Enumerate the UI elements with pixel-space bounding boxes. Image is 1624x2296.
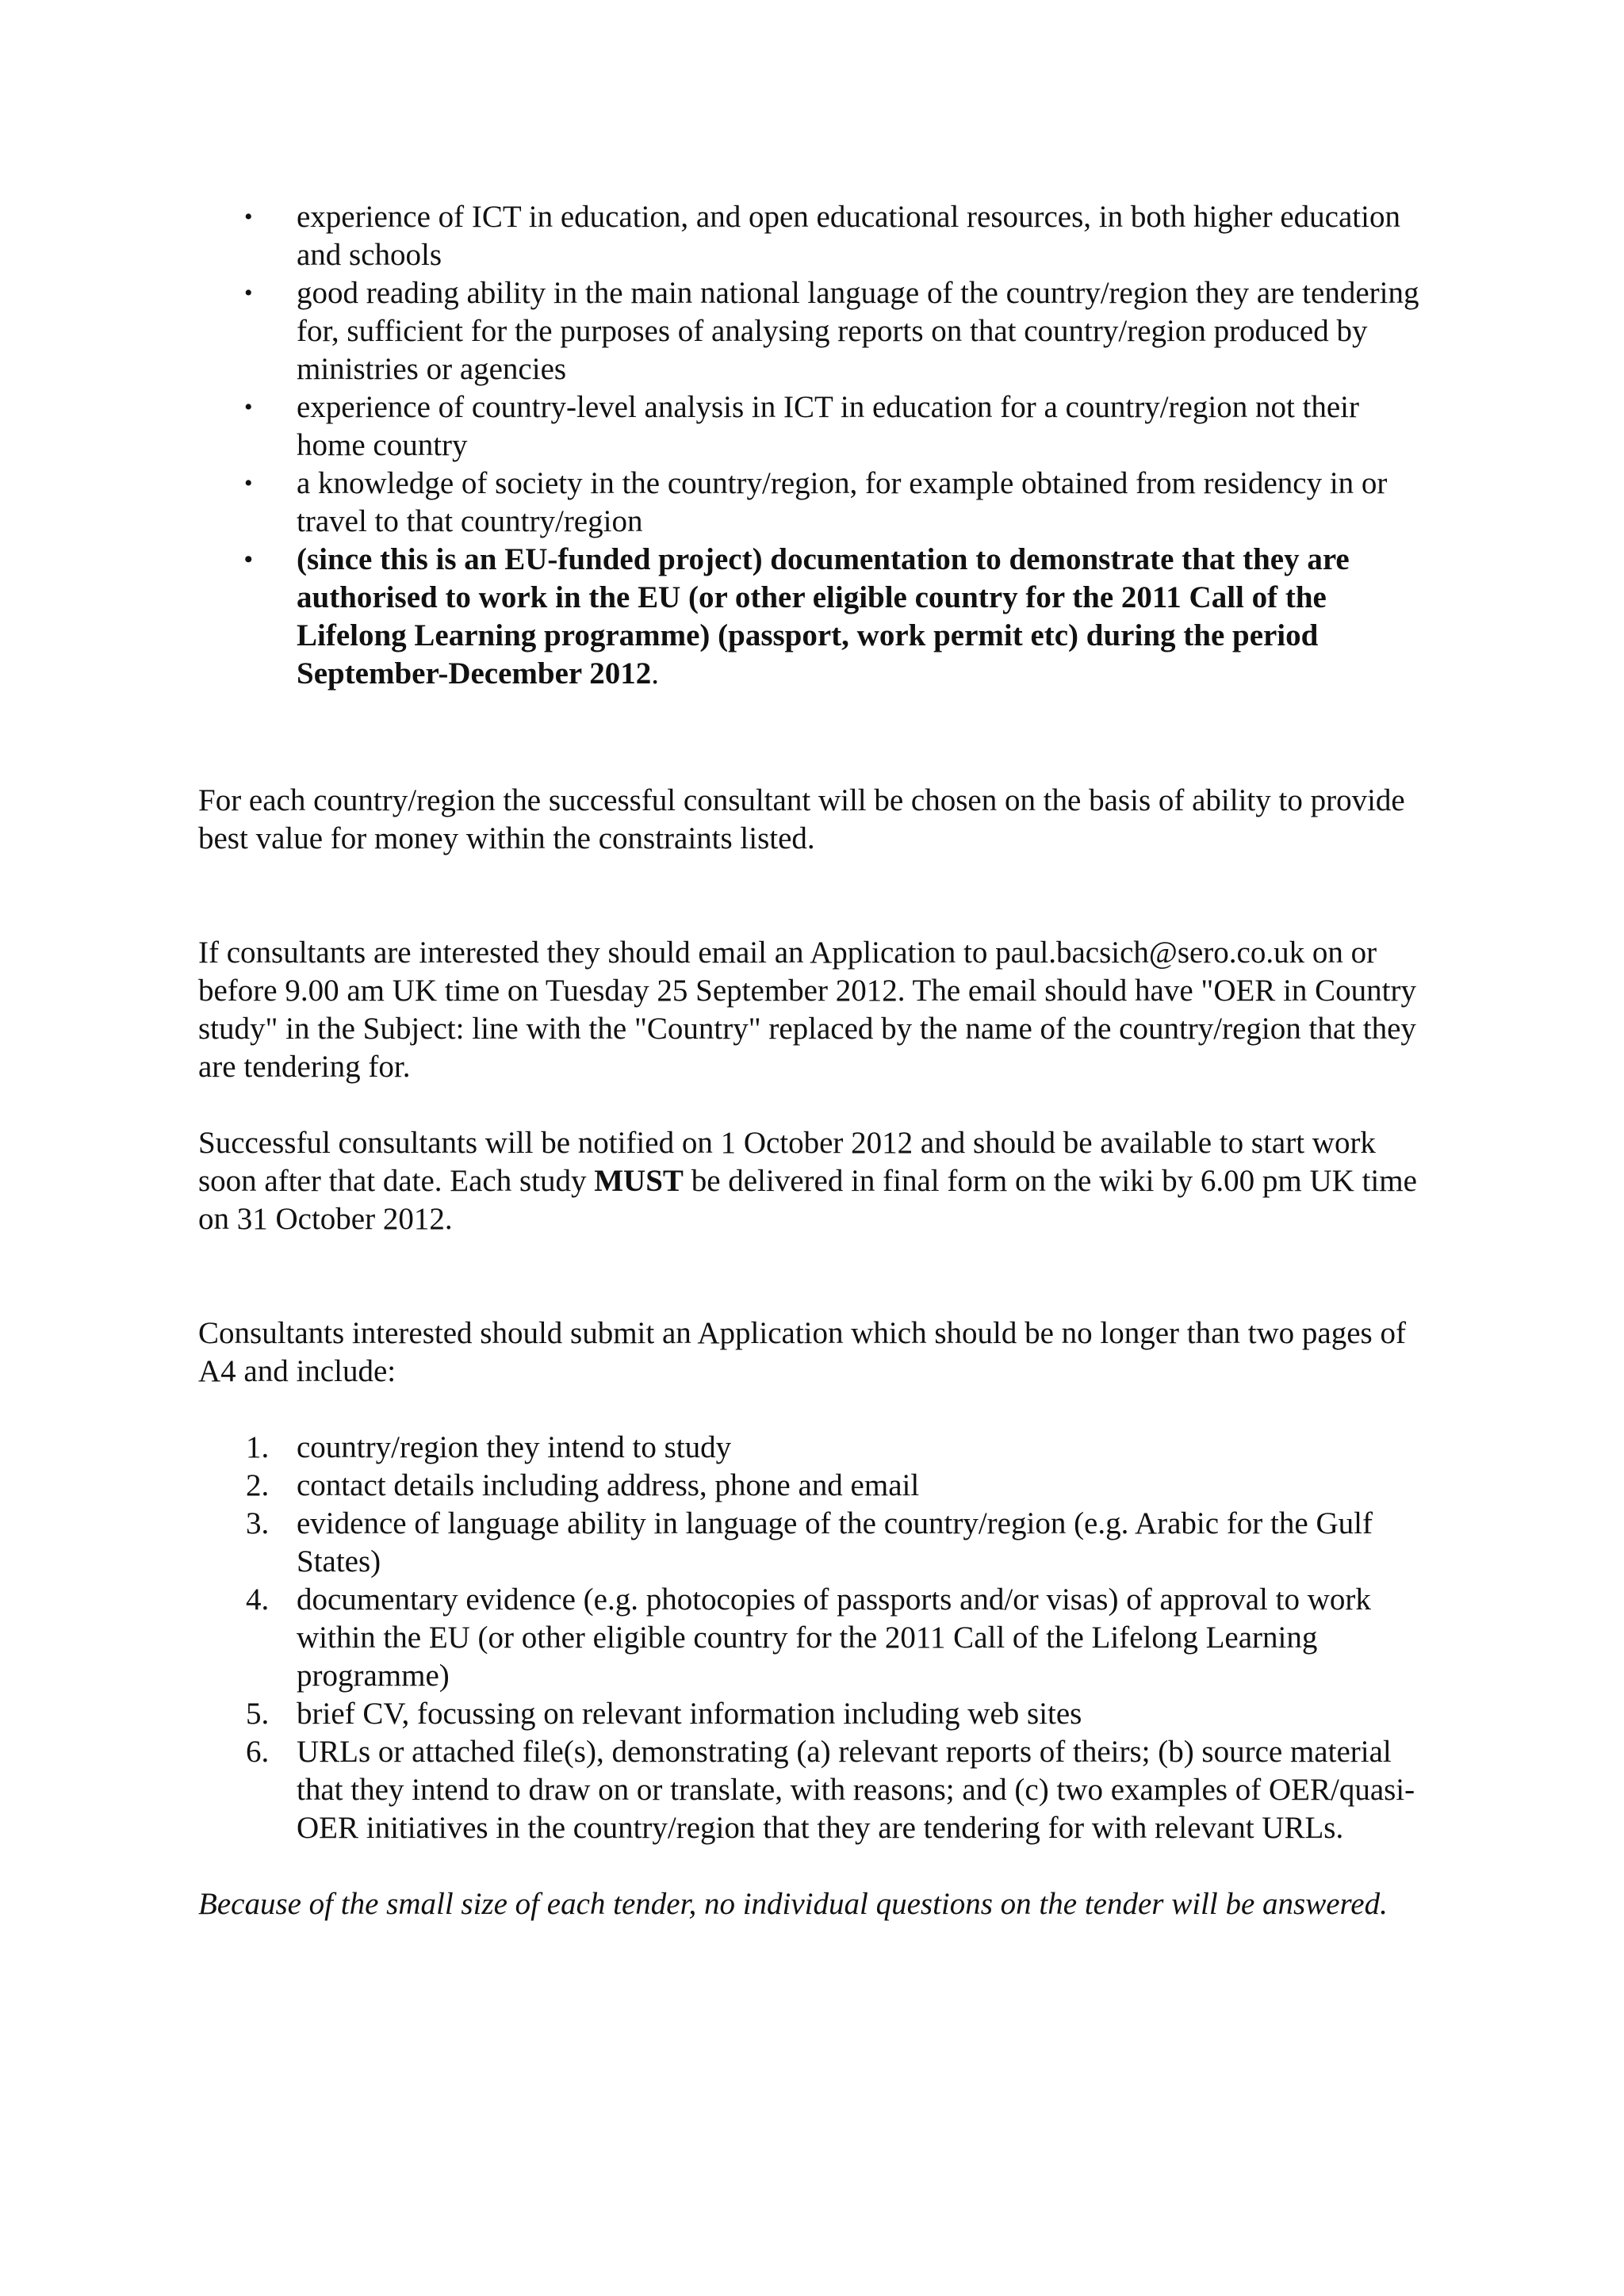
bullet-icon: • bbox=[244, 280, 253, 306]
selection-paragraph: For each country/region the successful consultant will be chosen on the basis of ability to provide best value for money within the constraints listed. bbox=[198, 783, 1405, 855]
bullet-icon: • bbox=[244, 204, 253, 230]
item-text: contact details including address, phone and email bbox=[297, 1468, 920, 1502]
submission-item bbox=[198, 1733, 1435, 1847]
submission-item bbox=[198, 1467, 1435, 1505]
requirement-tail: . bbox=[651, 656, 660, 691]
requirement-item bbox=[198, 388, 1435, 465]
application-paragraph: If consultants are interested they should email an Application to paul.bacsich@sero.co.uk on or before 9.00 am UK time on Tuesday 25 September 2012. The email should have "OER in Country study" in the Subject: line with the "Country" replaced by the name of the country/region that they are tendering for. bbox=[198, 936, 1416, 1084]
requirements-list bbox=[198, 198, 1435, 693]
item-text: brief CV, focussing on relevant information including web sites bbox=[297, 1697, 1082, 1731]
submission-intro: Consultants interested should submit an Application which should be no longer than two pages of A4 and include: bbox=[198, 1316, 1406, 1388]
notification-text-before: Successful consultants will be notified on 1 October 2012 and should be available to start work soon after that date. Each study bbox=[198, 1126, 1376, 1198]
item-number: 4. bbox=[246, 1582, 270, 1617]
notification-emphasis: MUST bbox=[594, 1164, 684, 1198]
document-page bbox=[198, 198, 1435, 1923]
item-text: evidence of language ability in language of the country/region (e.g. Arabic for the Gulf States) bbox=[297, 1506, 1373, 1578]
bullet-icon: • bbox=[244, 470, 253, 496]
requirement-item-eu-authorisation bbox=[198, 541, 1435, 693]
notification-paragraph bbox=[198, 1124, 1435, 1238]
requirement-item bbox=[198, 274, 1435, 388]
item-number: 3. bbox=[246, 1506, 270, 1540]
item-number: 6. bbox=[246, 1735, 270, 1769]
submission-item bbox=[198, 1581, 1435, 1695]
submission-list bbox=[198, 1429, 1435, 1847]
requirement-text: experience of ICT in education, and open educational resources, in both higher education and schools bbox=[297, 200, 1400, 272]
requirement-text: experience of country-level analysis in ICT in education for a country/region not their home country bbox=[297, 390, 1359, 462]
item-number: 5. bbox=[246, 1697, 270, 1731]
item-text: URLs or attached file(s), demonstrating (a) relevant reports of theirs; (b) source material that they intend to draw on or translate, with reasons; and (c) two examples of OER/quasi-OER initiatives in the country/region that they are tendering for with relevant URLs. bbox=[297, 1735, 1415, 1845]
item-text: country/region they intend to study bbox=[297, 1430, 732, 1464]
requirement-text: (since this is an EU-funded project) documentation to demonstrate that they are authorised to work in the EU (or other eligible country for the 2011 Call of the Lifelong Learning programme) (passport, work permit etc) during the period September-December 2012 bbox=[297, 542, 1350, 691]
item-number: 1. bbox=[246, 1430, 270, 1464]
requirement-item bbox=[198, 198, 1435, 274]
requirement-text: good reading ability in the main national language of the country/region they are tendering for, sufficient for the purposes of analysing reports on that country/region produced by ministries or agencies bbox=[297, 276, 1419, 386]
requirement-text: a knowledge of society in the country/region, for example obtained from residency in or travel to that country/region bbox=[297, 466, 1388, 538]
item-number: 2. bbox=[246, 1468, 270, 1502]
submission-item bbox=[198, 1695, 1435, 1733]
submission-item bbox=[198, 1505, 1435, 1581]
closing-note: Because of the small size of each tender, no individual questions on the tender will be answered. bbox=[198, 1887, 1388, 1921]
notification-text-after: be delivered in final form on the wiki by 6.00 pm UK time on 31 October 2012. bbox=[198, 1164, 1417, 1236]
bullet-icon: • bbox=[244, 546, 253, 572]
bullet-icon: • bbox=[244, 394, 253, 420]
submission-item bbox=[198, 1429, 1435, 1467]
item-text: documentary evidence (e.g. photocopies of passports and/or visas) of approval to work within the EU (or other eligible country for the 2011 Call of the Lifelong Learning programme) bbox=[297, 1582, 1371, 1693]
requirement-item bbox=[198, 465, 1435, 541]
